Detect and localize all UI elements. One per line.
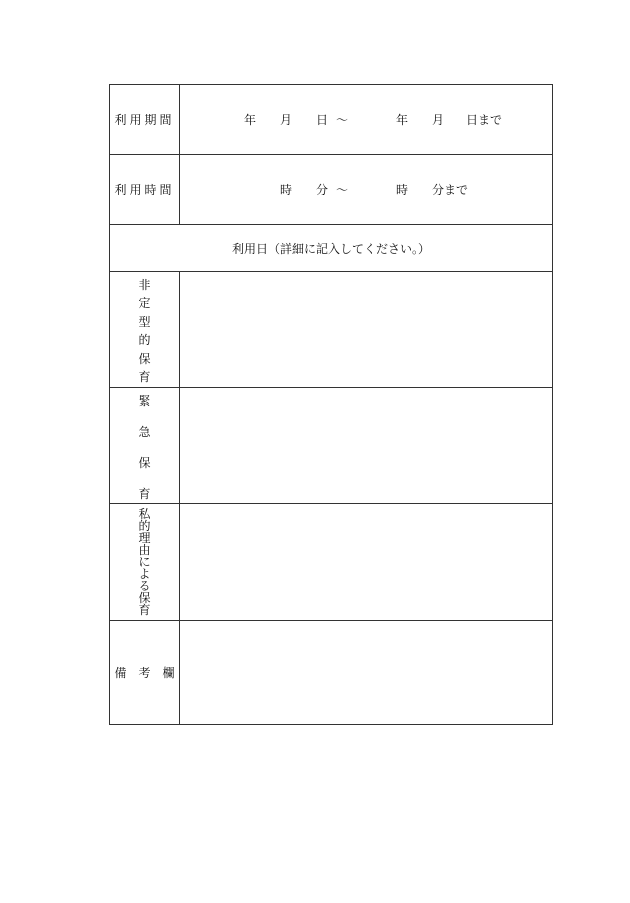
usage-period-field[interactable] [180, 85, 552, 154]
usage-period-label: 利用期間 [110, 85, 180, 154]
emergency-char: 育 [138, 487, 151, 501]
emergency-care-field[interactable] [180, 388, 552, 503]
emergency-char: 緊 [138, 394, 151, 408]
time-minute-start: 分 [316, 183, 329, 197]
time-tilde: ～ [336, 183, 349, 197]
emergency-char: 保 [138, 456, 151, 470]
remarks-field[interactable] [180, 621, 552, 724]
private-char: に [138, 555, 151, 569]
period-tilde: ～ [336, 113, 349, 127]
period-year-start: 年 [244, 113, 257, 127]
private-reason-care-row [110, 504, 552, 621]
emergency-care-label [110, 388, 180, 503]
period-month-end: 月 [432, 113, 445, 127]
usage-time-row [110, 155, 552, 225]
usage-day-header-row [110, 225, 552, 272]
period-year-end: 年 [396, 113, 409, 127]
time-hour-start: 時 [280, 183, 293, 197]
usage-time-label: 利用時間 [110, 155, 180, 224]
usage-day-header: 利用日（詳細に記入してください。） [231, 241, 430, 256]
time-hour-end: 時 [396, 183, 409, 197]
nonstandard-care-row [110, 272, 552, 388]
usage-time-field[interactable] [180, 155, 552, 224]
period-day-end: 日まで [466, 113, 503, 127]
nonstandard-char: 型 [138, 314, 151, 329]
nonstandard-care-field[interactable] [180, 272, 552, 387]
period-month-start: 月 [280, 113, 293, 127]
emergency-char: 急 [138, 425, 151, 439]
remarks-label: 備 考 欄 [110, 621, 180, 724]
private-char: 私 [138, 507, 151, 521]
nonstandard-care-label [110, 272, 180, 387]
nonstandard-char: 保 [138, 351, 151, 366]
nonstandard-char: 育 [138, 369, 151, 384]
private-char: 由 [138, 543, 151, 557]
private-char: よ [138, 567, 151, 581]
private-char: る [138, 579, 151, 593]
usage-period-row [110, 85, 552, 155]
private-reason-care-field[interactable] [180, 504, 552, 620]
private-char: 保 [138, 591, 151, 605]
emergency-care-row [110, 388, 552, 504]
private-reason-care-label [110, 504, 180, 620]
nonstandard-char: 定 [138, 296, 151, 311]
nonstandard-char: 的 [138, 333, 151, 348]
time-minute-end: 分まで [432, 183, 469, 197]
remarks-row [110, 621, 552, 724]
private-char: 理 [138, 531, 151, 545]
private-char: 的 [138, 519, 151, 533]
nonstandard-char: 非 [138, 278, 151, 292]
private-char: 育 [138, 603, 151, 617]
period-day-start: 日 [316, 113, 329, 127]
usage-application-form [109, 84, 553, 725]
